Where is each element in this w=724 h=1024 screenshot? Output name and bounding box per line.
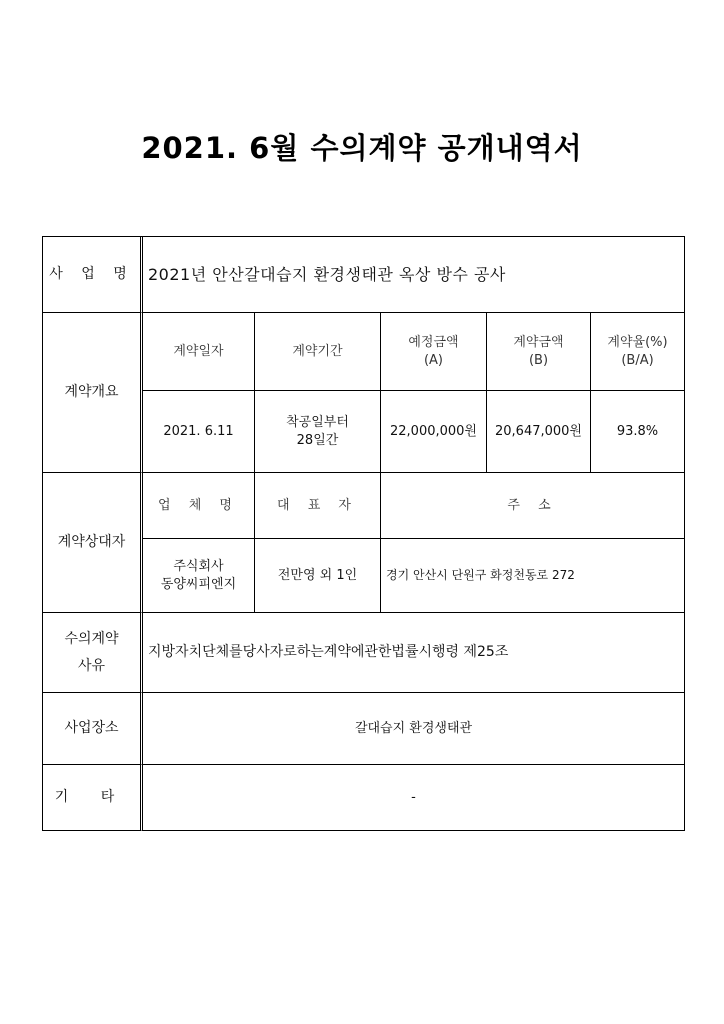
contract-amount-header-code: (B) <box>528 352 549 368</box>
other-label: 기 타 <box>54 789 129 806</box>
contract-date-value: 2021. 6.11 <box>143 391 255 473</box>
representative-header <box>255 473 381 539</box>
project-name: 2021년 안산갈대습지 환경생태관 옥상 방수 공사 <box>143 237 685 313</box>
contract-amount-header <box>487 313 591 391</box>
address-value: 경기 안산시 단원구 화정천동로 272 <box>381 539 685 613</box>
site-label: 사업장소 <box>43 693 143 765</box>
reason-label <box>43 613 143 693</box>
reason-value: 지방자치단체를당사자로하는계약에관한법률시행령 제25조 <box>143 613 685 693</box>
project-label-cell <box>43 237 143 313</box>
contract-period-header: 계약기간 <box>255 313 381 391</box>
company-line2: 동양씨피엔지 <box>160 576 237 592</box>
estimated-amount-value: 22,000,000원 <box>381 391 487 473</box>
other-value: - <box>143 765 685 831</box>
company-value <box>143 539 255 613</box>
company-header <box>143 473 255 539</box>
other-row <box>43 765 685 831</box>
site-value: 갈대습지 환경생태관 <box>143 693 685 765</box>
other-label-cell <box>43 765 143 831</box>
estimated-amount-header <box>381 313 487 391</box>
estimated-amount-header-label: 예정금액 <box>408 334 459 350</box>
contract-date-header: 계약일자 <box>143 313 255 391</box>
company-line1: 주식회사 <box>173 558 224 574</box>
site-row <box>43 693 685 765</box>
disclosure-table <box>42 236 685 831</box>
contractor-header-row <box>43 473 685 539</box>
address-header <box>381 473 685 539</box>
contract-rate-header-code: (B/A) <box>621 352 654 368</box>
estimated-amount-header-code: (A) <box>423 352 444 368</box>
contract-amount-header-label: 계약금액 <box>513 334 564 350</box>
contractor-label: 계약상대자 <box>43 473 143 613</box>
page-title: 2021. 6월 수의계약 공개내역서 <box>141 131 583 165</box>
contract-period-line2: 28일간 <box>296 432 339 448</box>
project-row <box>43 237 685 313</box>
reason-row <box>43 613 685 693</box>
contract-rate-value: 93.8% <box>591 391 685 473</box>
overview-label: 계약개요 <box>43 313 143 473</box>
contract-period-line1: 착공일부터 <box>286 414 349 430</box>
address-header-label: 주 소 <box>507 497 558 513</box>
contract-rate-header-label: 계약율(%) <box>607 334 668 350</box>
company-header-label: 업 체 명 <box>158 497 239 513</box>
representative-header-label: 대 표 자 <box>277 497 358 513</box>
representative-value: 전만영 외 1인 <box>255 539 381 613</box>
contract-period-value <box>255 391 381 473</box>
overview-header-row <box>43 313 685 391</box>
contract-rate-header <box>591 313 685 391</box>
reason-label-line1: 수의계약 <box>64 630 119 647</box>
reason-label-line2: 사유 <box>77 657 106 674</box>
project-label: 사 업 명 <box>49 266 134 283</box>
contract-amount-value: 20,647,000원 <box>487 391 591 473</box>
